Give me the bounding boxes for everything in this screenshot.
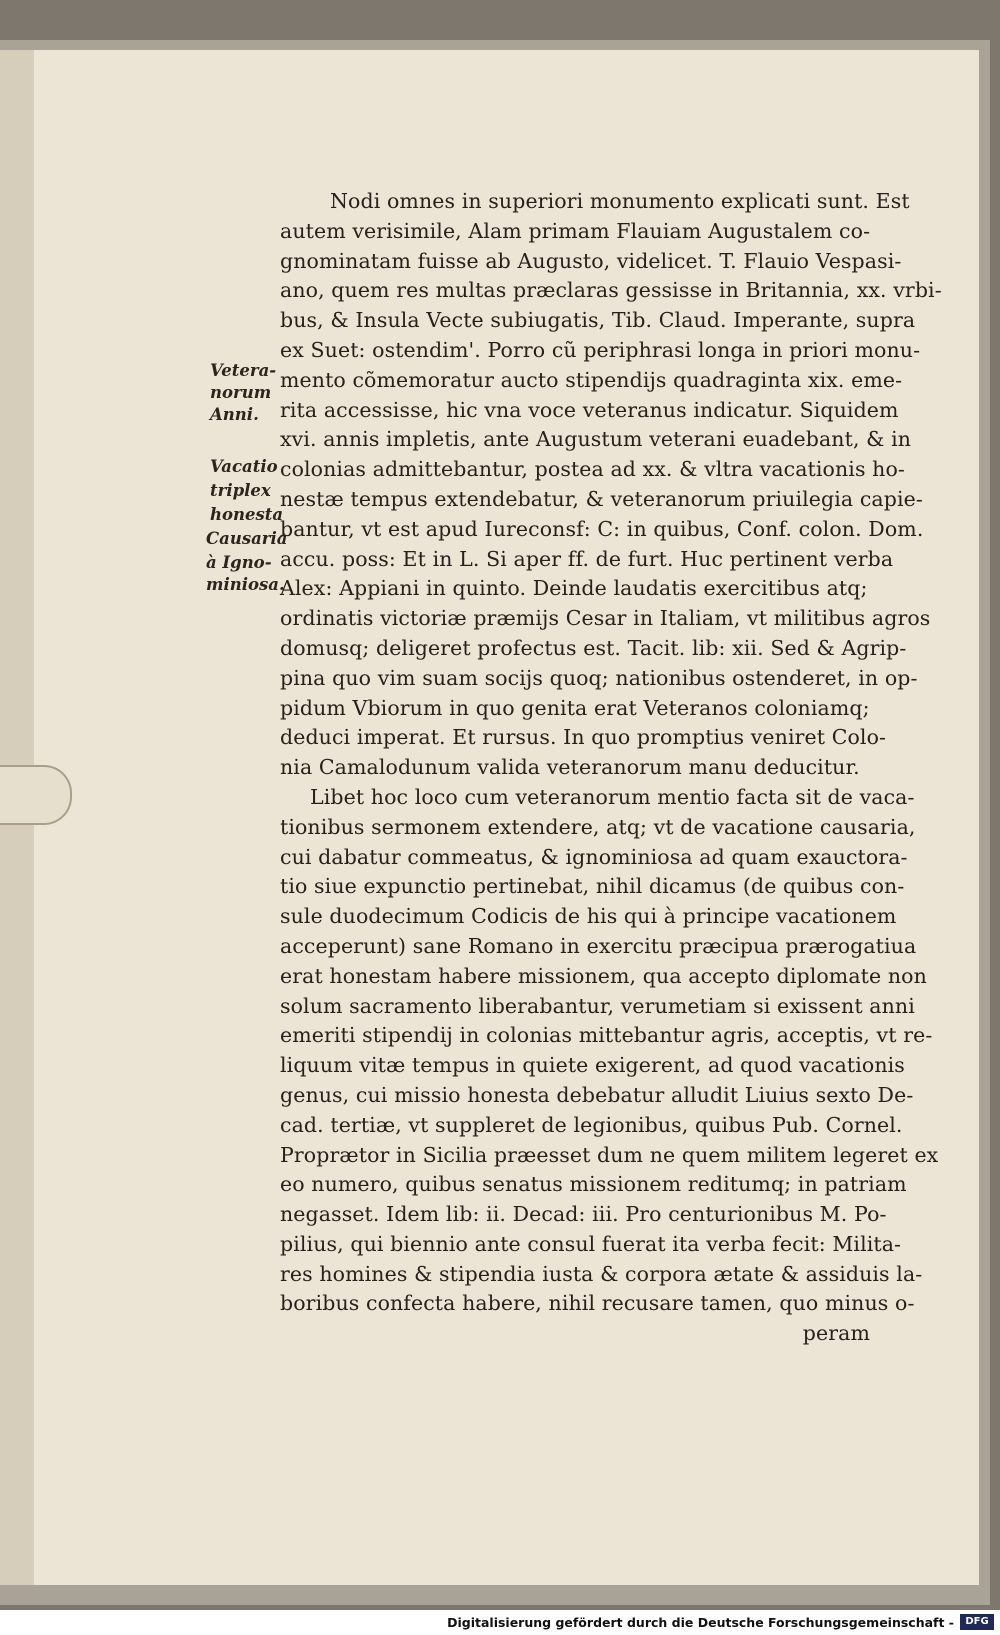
text-line: res homines & stipendia iusta & corpora ætate & assiduis la- — [280, 1261, 923, 1286]
text-line: Libet hoc loco cum veteranorum mentio facta sit de vaca- — [310, 784, 915, 809]
text-line: nestæ tempus extendebatur, & veteranorum priuilegia capie- — [280, 486, 923, 511]
footer-bar — [0, 1610, 1000, 1635]
text-line: liquum vitæ tempus in quiete exigerent, ad quod vacationis — [280, 1053, 905, 1078]
text-line: boribus confecta habere, nihil recusare tamen, quo minus o- — [280, 1291, 915, 1316]
text-line: tio siue expunctio pertinebat, nihil dicamus (de quibus con- — [280, 874, 905, 899]
dfg-logo: DFG — [960, 1614, 994, 1630]
text-line: emeriti stipendij in colonias mittebantur agris, acceptis, vt re- — [280, 1023, 933, 1048]
text-line: acceperunt) sane Romano in exercitu præcipua prærogatiua — [280, 933, 917, 958]
text-line: xvi. annis impletis, ante Augustum veterani euadebant, & in — [280, 427, 912, 452]
text-line: gnominatam fuisse ab Augusto, videlicet. T. Flauio Vespasi- — [280, 248, 902, 273]
text-line: colonias admittebantur, postea ad xx. & vltra vacationis ho- — [280, 457, 905, 482]
text-line: erat honestam habere missionem, qua accepto diplomate non — [280, 963, 927, 988]
text-line: pidum Vbiorum in quo genita erat Veteranos coloniamq; — [280, 695, 870, 720]
text-line: solum sacramento liberabantur, verumetiam si exissent anni — [280, 993, 915, 1018]
text-line: tionibus sermonem extendere, atq; vt de vacatione causaria, — [280, 814, 916, 839]
main-text-block — [280, 187, 942, 1349]
text-line: negasset. Idem lib: ii. Decad: iii. Pro centurionibus M. Po- — [280, 1202, 887, 1227]
text-line: cui dabatur commeatus, & ignominiosa ad quam exauctora- — [280, 844, 908, 869]
text-line: ex Suet: ostendim'. Porro cũ periphrasi longa in priori monu- — [280, 337, 921, 362]
text-line: eo numero, quibus senatus missionem reditumq; in patriam — [280, 1172, 907, 1197]
dfg-credit-text: Digitalisierung gefördert durch die Deutsche Forschungsgemeinschaft - — [447, 1615, 954, 1630]
text-line: domusq; deligeret profectus est. Tacit. lib: xii. Sed & Agrip- — [280, 635, 907, 660]
text-line: Alex: Appiani in quinto. Deinde laudatis exercitibus atq; — [280, 576, 868, 601]
text-line: rita accessisse, hic vna voce veteranus indicatur. Siquidem — [280, 397, 899, 422]
margin-note: miniosa. — [206, 575, 285, 594]
margin-note: Anni. — [210, 405, 259, 424]
text-line: nia Camalodunum valida veteranorum manu deducitur. — [280, 755, 860, 780]
text-line: sule duodecimum Codicis de his qui à principe vacationem — [280, 904, 897, 929]
text-line: genus, cui missio honesta debebatur alludit Liuius sexto De- — [280, 1082, 914, 1107]
text-line: pilius, qui biennio ante consul fuerat ita verba fecit: Milita- — [280, 1231, 902, 1256]
text-line: accu. poss: Et in L. Si aper ff. de furt. Huc pertinent verba — [280, 546, 894, 571]
margin-note: honesta — [210, 505, 284, 524]
text-line: pina quo vim suam socijs quoq; nationibus ostenderet, in op- — [280, 665, 918, 690]
margin-note: à Igno- — [206, 553, 272, 572]
text-line: cad. tertiæ, vt suppleret de legionibus, quibus Pub. Cornel. — [280, 1112, 903, 1137]
text-line: Nodi omnes in superiori monumento explicati sunt. Est — [330, 189, 910, 213]
text-line: ordinatis victoriæ præmijs Cesar in Italiam, vt militibus agros — [280, 606, 931, 631]
text-line: autem verisimile, Alam primam Flauiam Augustalem co- — [280, 218, 871, 243]
margin-note: Vacatio — [210, 457, 278, 476]
text-line: bus, & Insula Vecte subiugatis, Tib. Claud. Imperante, supra — [280, 308, 916, 333]
margin-note: Vetera- — [210, 361, 277, 380]
text-line: Proprætor in Sicilia præesset dum ne quem militem legeret ex — [280, 1142, 939, 1167]
text-line: bantur, vt est apud Iureconsf: C: in quibus, Conf. colon. Dom. — [280, 516, 924, 541]
margin-note: triplex — [210, 481, 271, 500]
margin-note: norum — [210, 383, 272, 402]
text-line: ano, quem res multas præclaras gessisse in Britannia, xx. vrbi- — [280, 278, 942, 303]
text-line: deduci imperat. Et rursus. In quo promptius veniret Colo- — [280, 725, 887, 750]
text-line: mento cõmemoratur aucto stipendijs quadraginta xix. eme- — [280, 367, 903, 392]
page-fold-tab — [0, 765, 72, 825]
catchword: peram — [802, 1321, 870, 1346]
margin-note: Causaria — [206, 529, 288, 548]
